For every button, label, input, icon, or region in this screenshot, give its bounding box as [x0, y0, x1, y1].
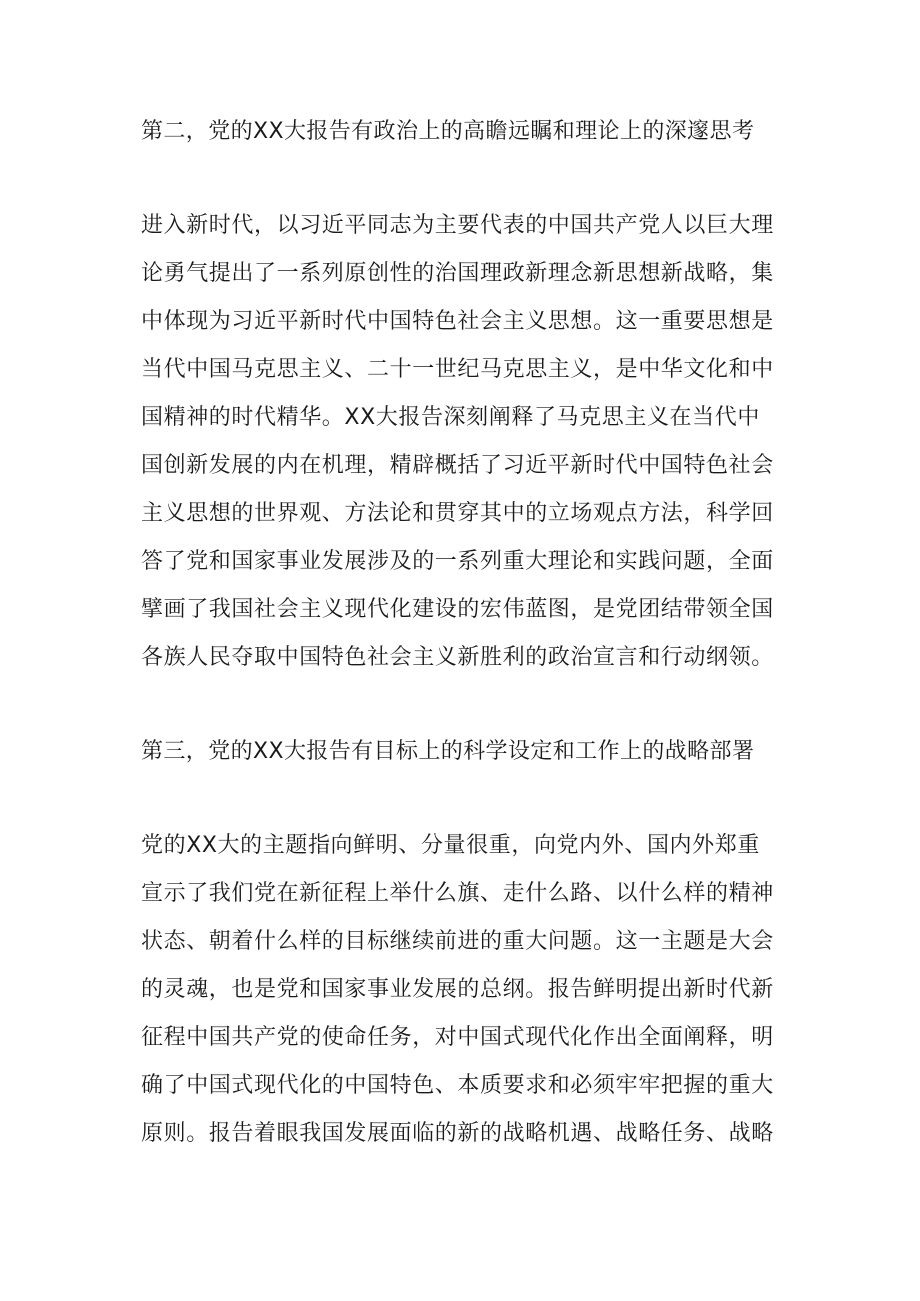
section-2-line-5: 国精神的时代精华。XX大报告深刻阐释了马克思主义在当代中: [141, 405, 760, 430]
section-2-line-4: 当代中国马克思主义、二十一世纪马克思主义，是中华文化和中: [141, 357, 774, 382]
section-2-line-7: 主义思想的世界观、方法论和贯穿其中的立场观点方法，科学回: [141, 501, 774, 526]
section-2-line-9: 擘画了我国社会主义现代化建设的宏伟蓝图，是党团结带领全国: [141, 597, 774, 622]
section-3-heading: 第三，党的XX大报告有目标上的科学设定和工作上的战略部署: [141, 739, 755, 764]
section-2-heading: 第二，党的XX大报告有政治上的高瞻远瞩和理论上的深邃思考: [141, 119, 755, 144]
section-3-line-4: 的灵魂，也是党和国家事业发展的总纲。报告鲜明提出新时代新: [141, 977, 774, 1002]
section-3-line-5: 征程中国共产党的使命任务，对中国式现代化作出全面阐释，明: [141, 1025, 774, 1050]
section-3-line-1: 党的XX大的主题指向鲜明、分量很重，向党内外、国内外郑重: [141, 833, 760, 858]
section-2-line-10: 各族人民夺取中国特色社会主义新胜利的政治宣言和行动纲领。: [141, 645, 774, 670]
section-3-line-7: 原则。报告着眼我国发展面临的新的战略机遇、战略任务、战略: [141, 1121, 774, 1146]
section-2-line-3: 中体现为习近平新时代中国特色社会主义思想。这一重要思想是: [141, 309, 774, 334]
section-2-line-2: 论勇气提出了一系列原创性的治国理政新理念新思想新战略，集: [141, 261, 774, 286]
section-3-line-2: 宣示了我们党在新征程上举什么旗、走什么路、以什么样的精神: [141, 881, 774, 906]
section-3-line-3: 状态、朝着什么样的目标继续前进的重大问题。这一主题是大会: [141, 929, 774, 954]
section-2-line-8: 答了党和国家事业发展涉及的一系列重大理论和实践问题，全面: [141, 549, 774, 574]
section-3-line-6: 确了中国式现代化的中国特色、本质要求和必须牢牢把握的重大: [141, 1073, 774, 1098]
section-2-line-1: 进入新时代，以习近平同志为主要代表的中国共产党人以巨大理: [141, 213, 774, 238]
section-2-line-6: 国创新发展的内在机理，精辟概括了习近平新时代中国特色社会: [141, 453, 774, 478]
